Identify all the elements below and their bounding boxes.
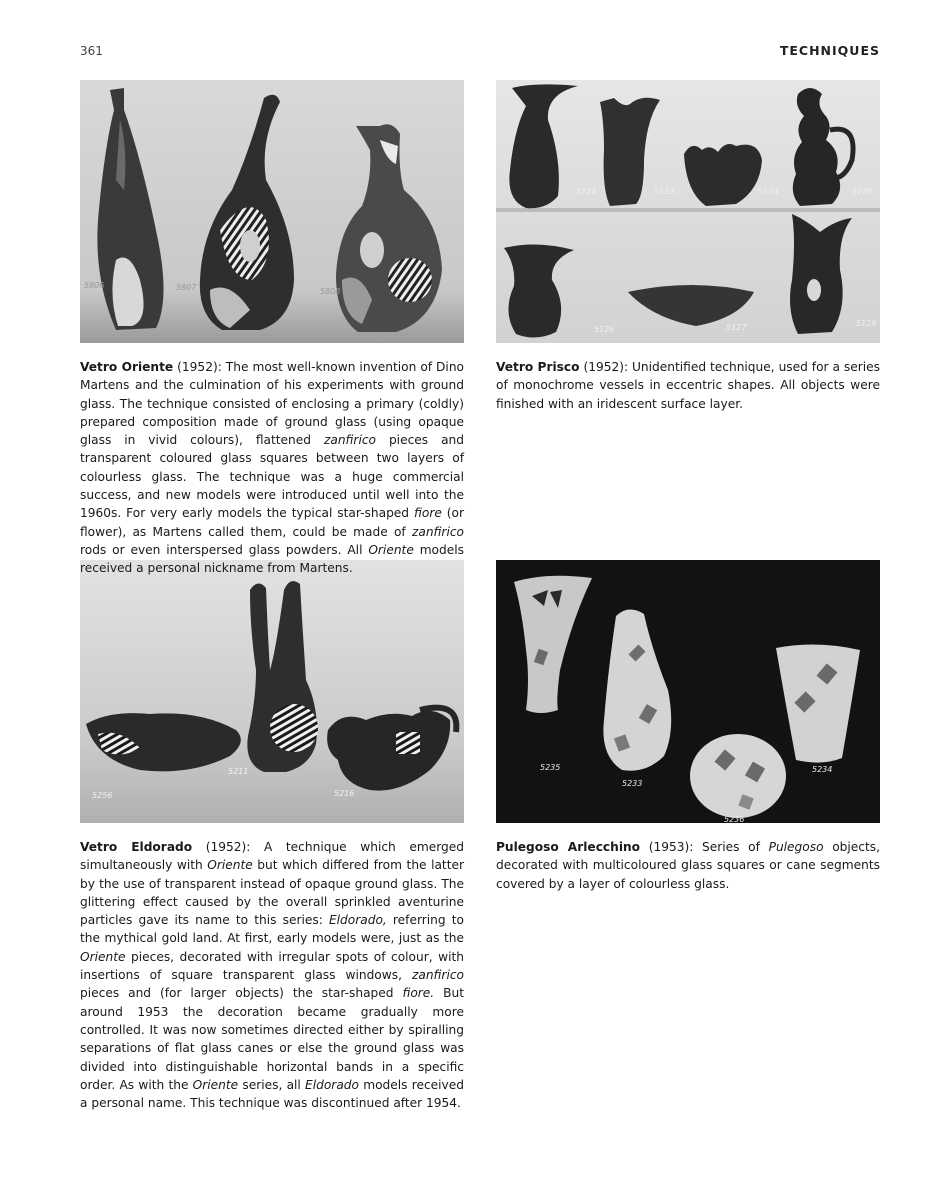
caption-text: pieces, decorated with irregular spots of colour, with insertions of square transparent glass windows, (80, 949, 464, 983)
photo-label: 5236 (724, 815, 745, 823)
photo-vetro-prisco (496, 80, 880, 343)
photo-label: 5211 (228, 767, 249, 776)
caption-term: Oriente (368, 542, 414, 557)
caption-term: Oriente (192, 1077, 239, 1092)
photo-label: 5235 (540, 763, 561, 772)
caption-term: Oriente (80, 949, 126, 964)
photo-pulegoso-arlecchino (496, 560, 880, 823)
caption-text: (1953): Series of (640, 840, 769, 854)
photo-label: 5128 (856, 319, 877, 328)
caption-pulegoso-arlecchino (496, 838, 880, 893)
caption-text: referring to the mythical gold land. At first, early models were, just as the (80, 913, 464, 946)
caption-text: series, all (238, 1077, 306, 1092)
caption-term: Eldorado, (328, 913, 387, 928)
caption-text: but which differed from the latter by the use of transparent instead of opaque ground glass. The glittering effect caused by the overall sprinkled aventurine particles gave its name to this series: (80, 858, 464, 928)
caption-vetro-prisco (496, 358, 880, 413)
section-title: TECHNIQUES (779, 43, 880, 58)
caption-term: fiore (413, 506, 442, 521)
photo-label: 5234 (812, 765, 833, 774)
caption-text: models received a personal nickname from Martens. (80, 542, 464, 576)
caption-term: zanfirico (323, 433, 376, 448)
photo-label: 5127 (726, 323, 747, 332)
photo-label: 5216 (334, 789, 355, 798)
photo-vetro-oriente (80, 80, 464, 343)
caption-term: Pulegoso (768, 840, 824, 854)
caption-text: pieces and (for larger objects) the star-shaped (80, 986, 403, 1001)
caption-text: pieces and transparent coloured glass squares between two layers of colourless glass. The technique was a huge commercial success, and new models were introduced until well into the 1960s. For very early models the typical star-shaped (80, 433, 464, 521)
caption-title: Vetro Prisco (496, 360, 580, 374)
photo-label: 5807 (176, 283, 197, 292)
photo-label: 5126 (594, 325, 615, 334)
caption-vetro-eldorado (80, 838, 464, 1112)
photo-label: 5123 (654, 187, 675, 196)
caption-text: (or flower), as Martens called them, could be made of (80, 506, 464, 539)
photo-label: 5808 (320, 287, 341, 296)
caption-term: zanfirico (411, 524, 464, 539)
caption-term: zanfirico (411, 968, 464, 983)
caption-vetro-oriente (80, 358, 464, 578)
photo-label: 5806 (84, 281, 105, 290)
photo-label: 5122 (576, 187, 597, 196)
caption-text: objects, decorated with multicoloured glass squares or cane segments covered by a layer of colourless glass. (496, 840, 881, 891)
page-number: 361 (80, 44, 103, 58)
photo-vetro-eldorado (80, 560, 464, 823)
caption-text: models received a personal name. This technique was discontinued after 1954. (80, 1077, 464, 1111)
photo-label: 5233 (622, 779, 643, 788)
caption-title: Pulegoso Arlecchino (496, 840, 641, 854)
caption-title: Vetro Oriente (80, 360, 174, 374)
photo-label: 5256 (92, 791, 113, 800)
caption-text: (1952): A technique which emerged simultaneously with (80, 840, 464, 873)
photo-label: 5125 (852, 187, 873, 196)
caption-term: Eldorado (305, 1077, 359, 1092)
caption-term: fiore. (402, 986, 435, 1001)
caption-text: But around 1953 the decoration became gradually more controlled. It was now sometimes directed either by spiralling separations of flat glass canes or else the ground glass was divided into distinguishable horizontal bands in a specific order. As with the (80, 986, 464, 1092)
photo-label: 5124 (758, 187, 779, 196)
caption-text: (1952): Unidentified technique, used for a series of monochrome vessels in eccentric shapes. All objects were finished with an iridescent surface layer. (496, 360, 880, 411)
caption-title: Vetro Eldorado (80, 840, 193, 854)
caption-text: rods or even interspersed glass powders. All (80, 542, 369, 557)
caption-text: (1952): The most well-known invention of Dino Martens and the culmination of his experiments with ground glass. The technique consisted of enclosing a primary (coldly) prepared composition made of ground glass (using opaque glass in vivid colours), flattened (80, 360, 464, 448)
caption-term: Oriente (207, 858, 253, 873)
